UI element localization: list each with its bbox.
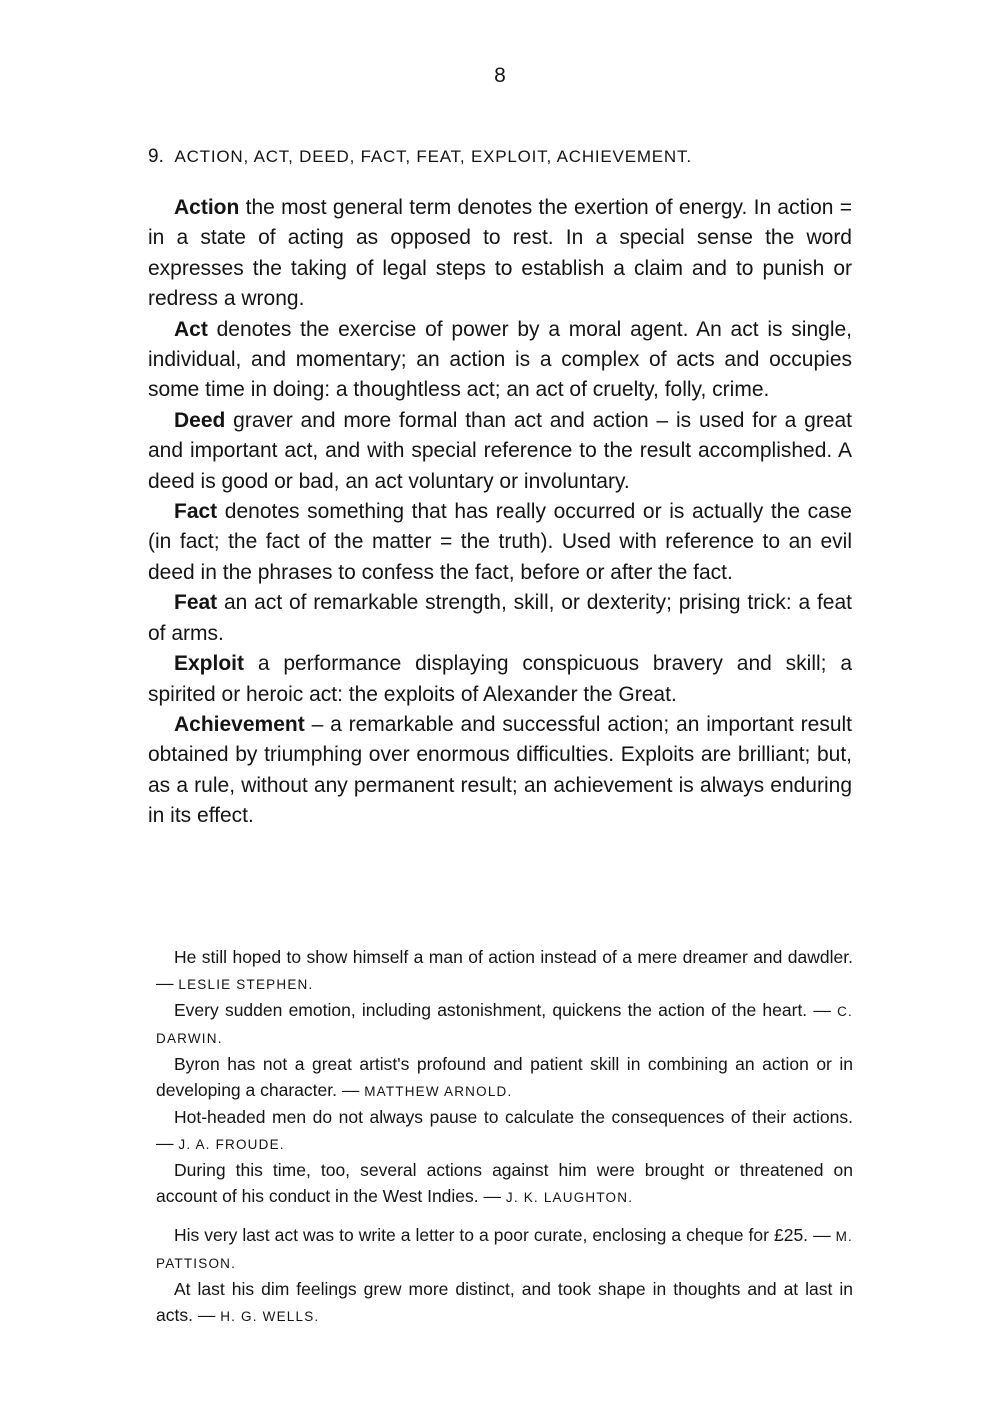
quotation-author: M. PATTISON. bbox=[156, 1229, 853, 1271]
definition-entry bbox=[148, 710, 852, 832]
quotation-author: H. G. WELLS. bbox=[220, 1308, 320, 1324]
definition-entry bbox=[148, 497, 852, 588]
definition-term: Action bbox=[174, 196, 240, 219]
quotations-action bbox=[156, 945, 853, 1211]
quotation: During this time, too, several actions against him were brought or threatened on account of his conduct in the West Indies. — J. K. LAUGHTON. bbox=[156, 1160, 853, 1206]
definition-text: – a remarkable and successful action; an important result obtained by triumphing over enormous difficulties. Exploits are brilliant; but, as a rule, without any permanent result; an achievement is always enduring in its effect. bbox=[148, 712, 852, 828]
definition-entry bbox=[148, 649, 852, 710]
definition-term: Deed bbox=[174, 408, 226, 432]
definition-text: graver and more formal than act and action – is used for a great and important act, and with special reference to the result accomplished. A deed is good or bad, an act voluntary or involuntary. bbox=[148, 408, 852, 493]
definition-entry bbox=[148, 315, 852, 406]
definition-term: Feat bbox=[174, 591, 218, 615]
quotation: Byron has not a great artist's profound and patient skill in combining an action or in developing a character. — MATTHEW ARNOLD. bbox=[156, 1054, 853, 1100]
quotation-author: MATTHEW ARNOLD. bbox=[364, 1083, 513, 1099]
definition-entry bbox=[148, 406, 852, 497]
section-title: ACTION, ACT, DEED, FACT, FEAT, EXPLOIT, ACHIEVEMENT. bbox=[174, 147, 692, 166]
quotation: Hot-headed men do not always pause to calculate the consequences of their actions. — J. A. FROUDE. bbox=[156, 1107, 853, 1153]
section-number: 9. bbox=[148, 146, 164, 167]
quotation-author: LESLIE STEPHEN. bbox=[178, 976, 314, 992]
quotation: He still hoped to show himself a man of action instead of a mere dreamer and dawdler. — LESLIE STEPHEN. bbox=[156, 947, 853, 993]
definition-term: Fact bbox=[174, 500, 218, 524]
quotation-author: J. A. FROUDE. bbox=[178, 1136, 285, 1152]
definition-text: the most general term denotes the exertion of energy. In action = in a state of acting as opposed to rest. In a special sense the word expresses the taking of legal steps to establish a claim and to punish or redress a wrong. bbox=[148, 196, 852, 311]
quotation: Every sudden emotion, including astonishment, quickens the action of the heart. — C. DARWIN. bbox=[156, 1000, 853, 1046]
definition-term: Exploit bbox=[174, 652, 245, 676]
quotation: At last his dim feelings grew more distinct, and took shape in thoughts and at last in acts. — H. G. WELLS. bbox=[156, 1279, 853, 1325]
definition-text: an act of remarkable strength, skill, or dexterity; prising trick: a feat of arms. bbox=[148, 591, 852, 645]
definition-list bbox=[148, 193, 852, 832]
quotation: His very last act was to write a letter to a poor curate, enclosing a cheque for £25. — M. PATTISON. bbox=[156, 1225, 853, 1271]
definition-entry bbox=[148, 588, 852, 649]
definition-text: a performance displaying conspicuous bravery and skill; a spirited or heroic act: the exploits of Alexander the Great. bbox=[148, 652, 852, 706]
quotation-author: J. K. LAUGHTON. bbox=[505, 1189, 634, 1205]
section-heading bbox=[148, 146, 868, 168]
page-number: 8 bbox=[494, 64, 506, 87]
definition-term: Act bbox=[174, 317, 208, 341]
quotations-act bbox=[156, 1223, 853, 1330]
definition-entry bbox=[148, 193, 852, 315]
quotation-author: C. DARWIN. bbox=[156, 1004, 853, 1046]
definition-term: Achievement bbox=[174, 712, 305, 736]
definition-text: denotes the exercise of power by a moral agent. An act is single, individual, and momentary; an action is a complex of acts and occupies some time in doing: a thoughtless act; an act of cruelty, folly, crime. bbox=[148, 317, 852, 402]
definition-text: denotes something that has really occurred or is actually the case (in fact; the fact of the matter = the truth). Used with reference to an evil deed in the phrases to confess the fact, before or after the fact. bbox=[148, 500, 852, 584]
